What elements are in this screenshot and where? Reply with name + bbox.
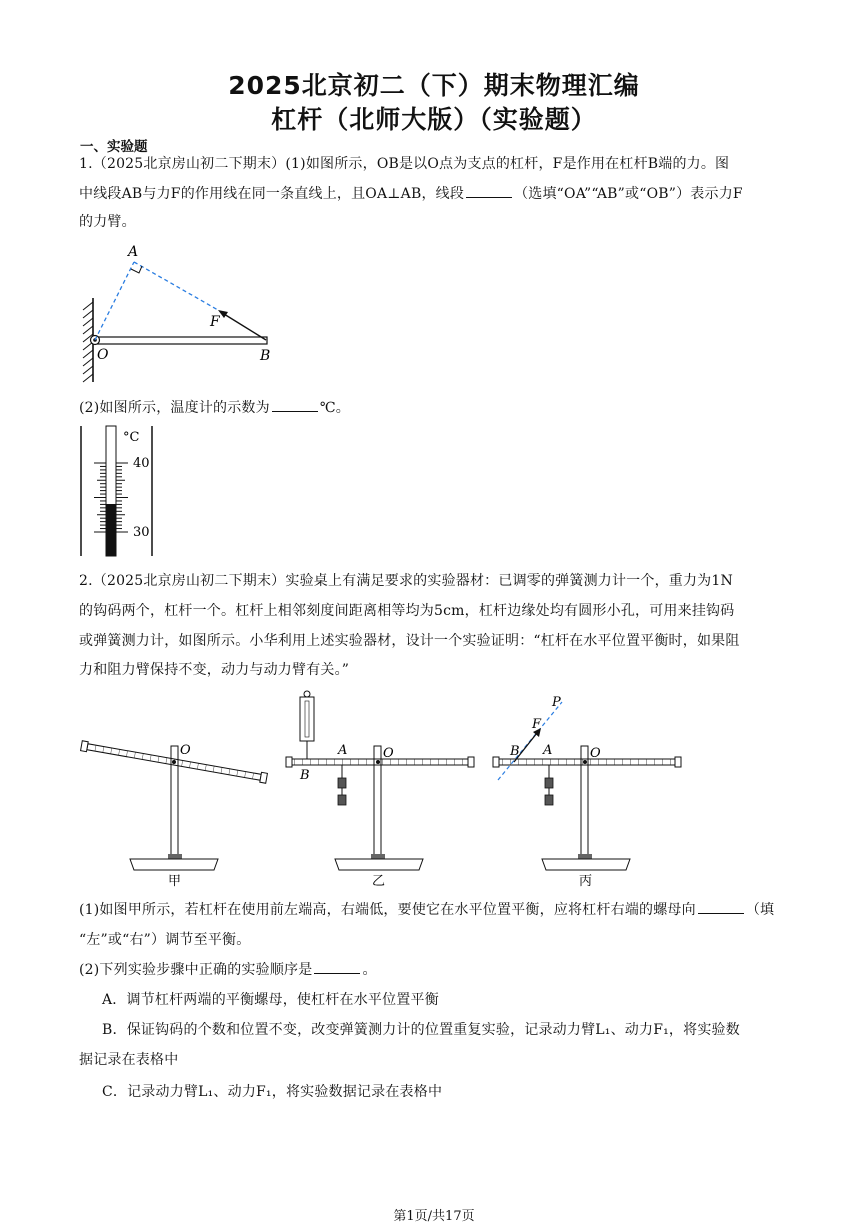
lever-experiment-figures	[78, 688, 718, 888]
bing-label-O: O	[590, 746, 601, 761]
q1-part2	[79, 397, 350, 417]
yi-label-B: B	[300, 768, 310, 783]
yi-label-A: A	[338, 743, 348, 758]
q1-line2-text-a: 中线段AB与力F的作用线在同一条直线上，且OA⊥AB，线段	[79, 186, 465, 202]
thermometer-diagram	[78, 424, 168, 558]
answer-blank[interactable]	[314, 959, 360, 974]
q1-line1: 1.（2025北京房山初二下期末）(1)如图所示，OB是以O点为支点的杠杆，F是作用在杠杆B端的力。图	[79, 156, 730, 172]
q2-line1: 2.（2025北京房山初二下期末）实验桌上有满足要求的实验器材：已调零的弹簧测力计一个，重力为1N	[79, 573, 733, 589]
q2-s1-text-a: (1)如图甲所示，若杠杆在使用前左端高，右端低，要使它在水平位置平衡，应将杠杆右端的螺母向	[79, 902, 696, 918]
q2-s1-line1	[79, 899, 774, 919]
q2-line4: 力和阻力臂保持不变，动力与动力臂有关。”	[79, 662, 350, 678]
thermo-tick-40: 40	[133, 456, 150, 471]
caption-jia: 甲	[168, 874, 182, 889]
label-B: B	[260, 348, 271, 364]
q2-line3: 或弹簧测力计，如图所示。小华利用上述实验器材，设计一个实验证明：“杠杆在水平位置平衡时，如果阻	[79, 633, 740, 649]
figure-jia	[81, 741, 268, 870]
figure-bing	[493, 695, 681, 870]
jia-label-O: O	[180, 743, 191, 758]
q1-part2-text-b: ℃。	[319, 400, 350, 416]
bing-label-B: B	[510, 744, 520, 759]
figure-yi	[286, 691, 474, 870]
option-B-line2: 据记录在表格中	[79, 1052, 179, 1068]
caption-bing: 丙	[579, 874, 593, 889]
caption-yi: 乙	[372, 874, 386, 889]
answer-blank[interactable]	[272, 397, 318, 412]
thermo-tick-30: 30	[133, 525, 150, 540]
bing-label-P: P	[552, 695, 561, 710]
answer-blank[interactable]	[698, 899, 744, 914]
q1-part2-text-a: (2)如图所示，温度计的示数为	[79, 400, 270, 416]
lever-diagram	[78, 240, 278, 386]
page-title: 2025北京初二（下）期末物理汇编	[228, 71, 640, 100]
page-subtitle: 杠杆（北师大版）（实验题）	[271, 105, 597, 134]
thermo-unit: °C	[123, 430, 140, 445]
q2-line2: 的钩码两个，杠杆一个。杠杆上相邻刻度间距离相等均为5cm，杠杆边缘处均有圆形小孔，可用来挂钩码	[79, 603, 735, 619]
q2-s1-line2: “左”或“右”）调节至平衡。	[79, 932, 251, 948]
answer-blank[interactable]	[466, 183, 512, 198]
yi-label-O: O	[383, 746, 394, 761]
q1-line2-text-b: （选填“OA”“AB”或“OB”）表示力F	[514, 186, 743, 202]
label-O: O	[97, 347, 109, 363]
q2-s2	[79, 959, 377, 979]
q2-s2-text-a: (2)下列实验步骤中正确的实验顺序是	[79, 962, 313, 978]
q2-s1-text-b: （填	[745, 902, 775, 918]
q2-s2-text-b: 。	[362, 962, 377, 978]
bing-label-A: A	[543, 743, 553, 758]
label-F: F	[210, 314, 220, 330]
option-B-line1: B．保证钩码的个数和位置不变，改变弹簧测力计的位置重复实验，记录动力臂L₁、动力F₁，将实验数	[102, 1022, 740, 1038]
page-footer: 第1页/共17页	[393, 1209, 475, 1224]
option-C: C．记录动力臂L₁、动力F₁，将实验数据记录在表格中	[102, 1084, 443, 1100]
bing-label-F: F	[532, 717, 542, 732]
option-A: A．调节杠杆两端的平衡螺母，使杠杆在水平位置平衡	[102, 992, 439, 1008]
label-A: A	[128, 244, 139, 260]
q1-line3: 的力臂。	[79, 214, 136, 230]
q1-line2	[79, 183, 743, 203]
section-heading: 一、实验题	[80, 139, 148, 155]
